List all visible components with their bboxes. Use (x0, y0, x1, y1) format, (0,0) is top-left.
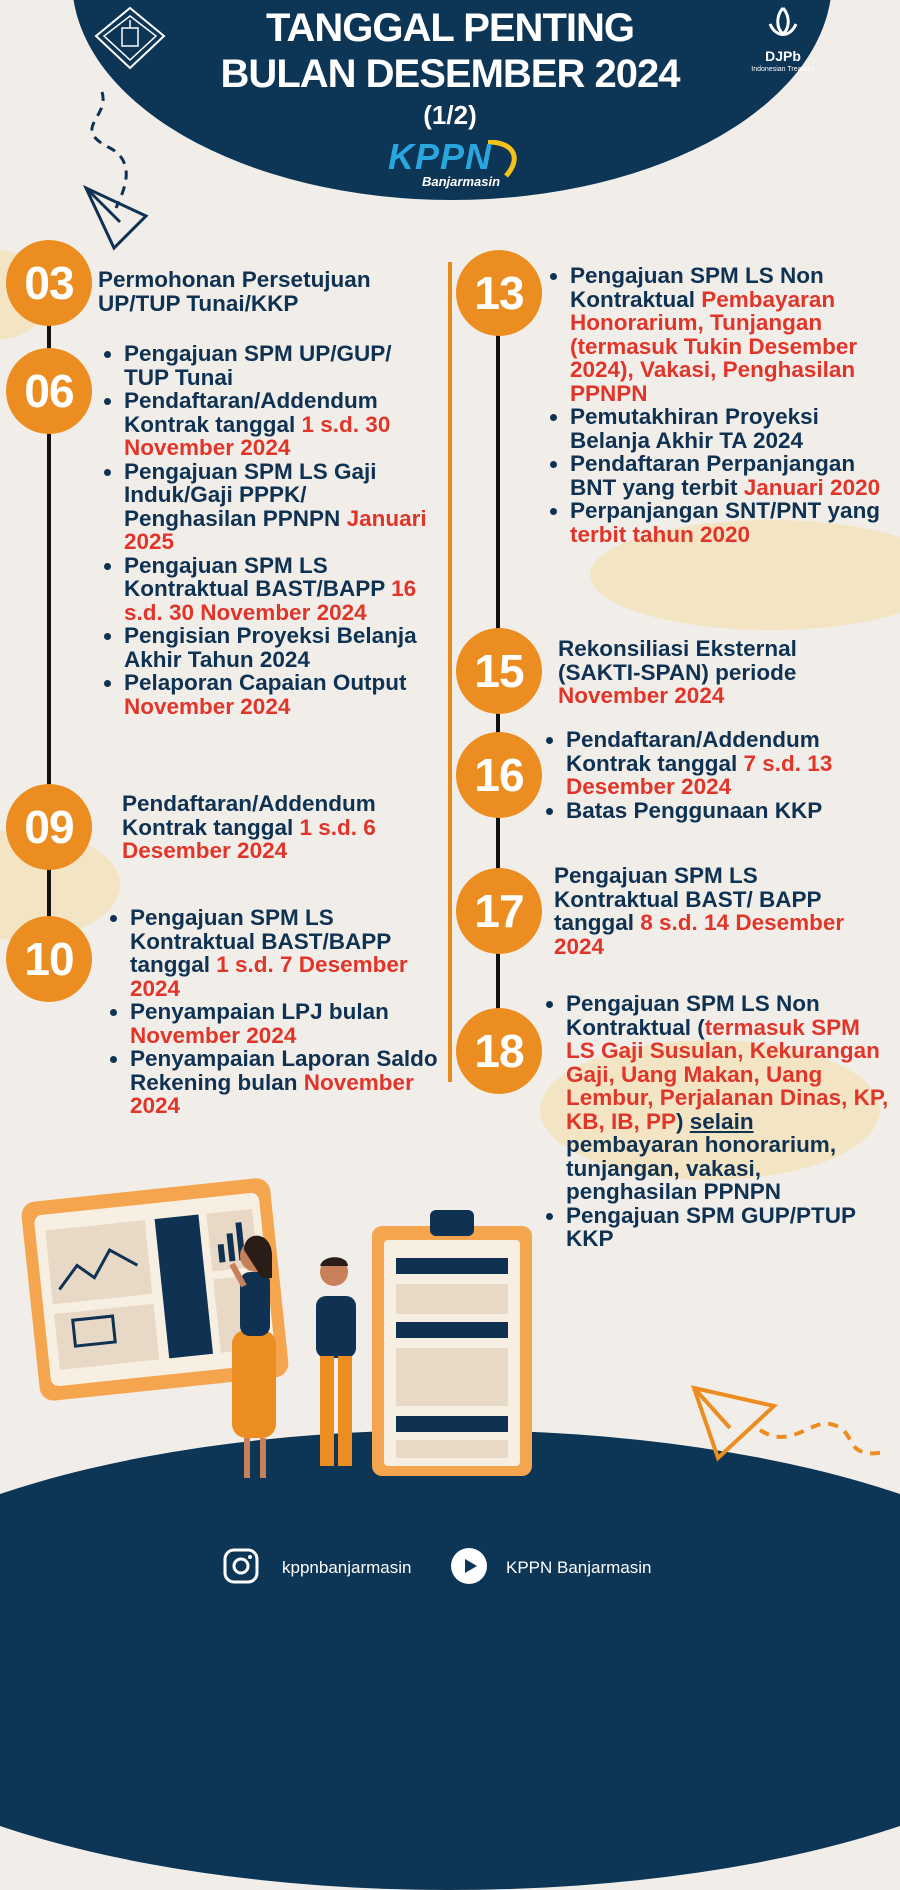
entry-18 (544, 992, 889, 1251)
list-item: • Pengisian Proyeksi Belanja Akhir Tahun 2024 (124, 624, 442, 671)
page-title-line2: BULAN DESEMBER 2024 (220, 52, 680, 96)
entry-13 (548, 264, 888, 546)
instagram-icon[interactable] (222, 1547, 260, 1585)
office-illustration (0, 1160, 560, 1520)
list-item: • Perpanjangan SNT/PNT yang terbit tahun 2020 (570, 499, 888, 546)
date-circle-17: 17 (456, 868, 542, 954)
youtube-icon[interactable] (450, 1547, 488, 1585)
entry-06 (102, 342, 442, 718)
list-item: • Pengajuan SPM LS Gaji Induk/Gaji PPPK/ Penghasilan PPNPN Januari 2025 (124, 460, 442, 554)
list-item: • Pengajuan SPM LS Non Kontraktual (termasuk SPM LS Gaji Susulan, Kekurangan Gaji, Uang Makan, Uang Lembur, Perjalanan Dinas, KP, KB, IB, PP) selain pembayaran honorarium, tunjangan, vakasi, penghasilan PPNPN (566, 992, 889, 1204)
date-circle-18: 18 (456, 1008, 542, 1094)
list-item: • Pengajuan SPM LS Kontraktual BAST/BAPP tanggal 1 s.d. 7 Desember 2024 (130, 906, 448, 1000)
list-item: • Batas Penggunaan KKP (566, 799, 884, 823)
date-circle-10: 10 (6, 916, 92, 1002)
entry-15: Rekonsiliasi Eksternal (SAKTI-SPAN) periode November 2024 (558, 636, 797, 708)
list-item: • Pengajuan SPM LS Kontraktual BAST/BAPP 16 s.d. 30 November 2024 (124, 554, 442, 625)
date-circle-13: 13 (456, 250, 542, 336)
paper-plane-icon (80, 88, 160, 258)
date-circle-06: 06 (6, 348, 92, 434)
page-part-label: (1/2) (423, 100, 477, 130)
logo-text: KPPN (388, 136, 493, 177)
date-circle-09: 09 (6, 784, 92, 870)
date-circle-03: 03 (6, 240, 92, 326)
date-circle-15: 15 (456, 628, 542, 714)
djpb-tagline: Indonesian Treasury (751, 66, 815, 73)
entry-text: Permohonan Persetujuan UP/TUP Tunai/KKP (98, 267, 371, 316)
list-item: • Penyampaian Laporan Saldo Rekening bulan November 2024 (130, 1047, 448, 1118)
entry-10 (108, 906, 448, 1118)
kppn-logo (388, 136, 528, 190)
list-item: • Pendaftaran Perpanjangan BNT yang terbit Januari 2020 (570, 452, 888, 499)
logo-subtext: Banjarmasin (422, 174, 501, 189)
entry-03 (98, 268, 438, 315)
page-title-line1: TANGGAL PENTING (266, 6, 634, 50)
column-divider (448, 262, 452, 1082)
list-item: • Pelaporan Capaian Output November 2024 (124, 671, 442, 718)
entry-17: Pengajuan SPM LS Kontraktual BAST/ BAPP tanggal 8 s.d. 14 Desember 2024 (554, 863, 845, 959)
list-item: • Pendaftaran/Addendum Kontrak tanggal 1 s.d. 30 November 2024 (124, 389, 442, 460)
list-item: • Pengajuan SPM GUP/PTUP KKP (566, 1204, 889, 1251)
instagram-handle[interactable]: kppnbanjarmasin (282, 1558, 412, 1577)
list-item: • Pemutakhiran Proyeksi Belanja Akhir TA 2024 (570, 405, 888, 452)
entry-09: Pendaftaran/Addendum Kontrak tanggal 1 s.d. 6 Desember 2024 (122, 791, 376, 863)
list-item: • Pendaftaran/Addendum Kontrak tanggal 7 s.d. 13 Desember 2024 (566, 728, 884, 799)
list-item: • Pengajuan SPM UP/GUP/ TUP Tunai (124, 342, 442, 389)
list-item: • Penyampaian LPJ bulan November 2024 (130, 1000, 448, 1047)
date-circle-16: 16 (456, 732, 542, 818)
djpb-name: DJPb (765, 48, 801, 64)
paper-plane-icon (690, 1380, 890, 1480)
youtube-channel[interactable]: KPPN Banjarmasin (506, 1558, 652, 1577)
list-item: • Pengajuan SPM LS Non Kontraktual Pembayaran Honorarium, Tunjangan (termasuk Tukin Desember 2024), Vakasi, Penghasilan PPNPN (570, 264, 888, 405)
entry-16 (544, 728, 884, 822)
